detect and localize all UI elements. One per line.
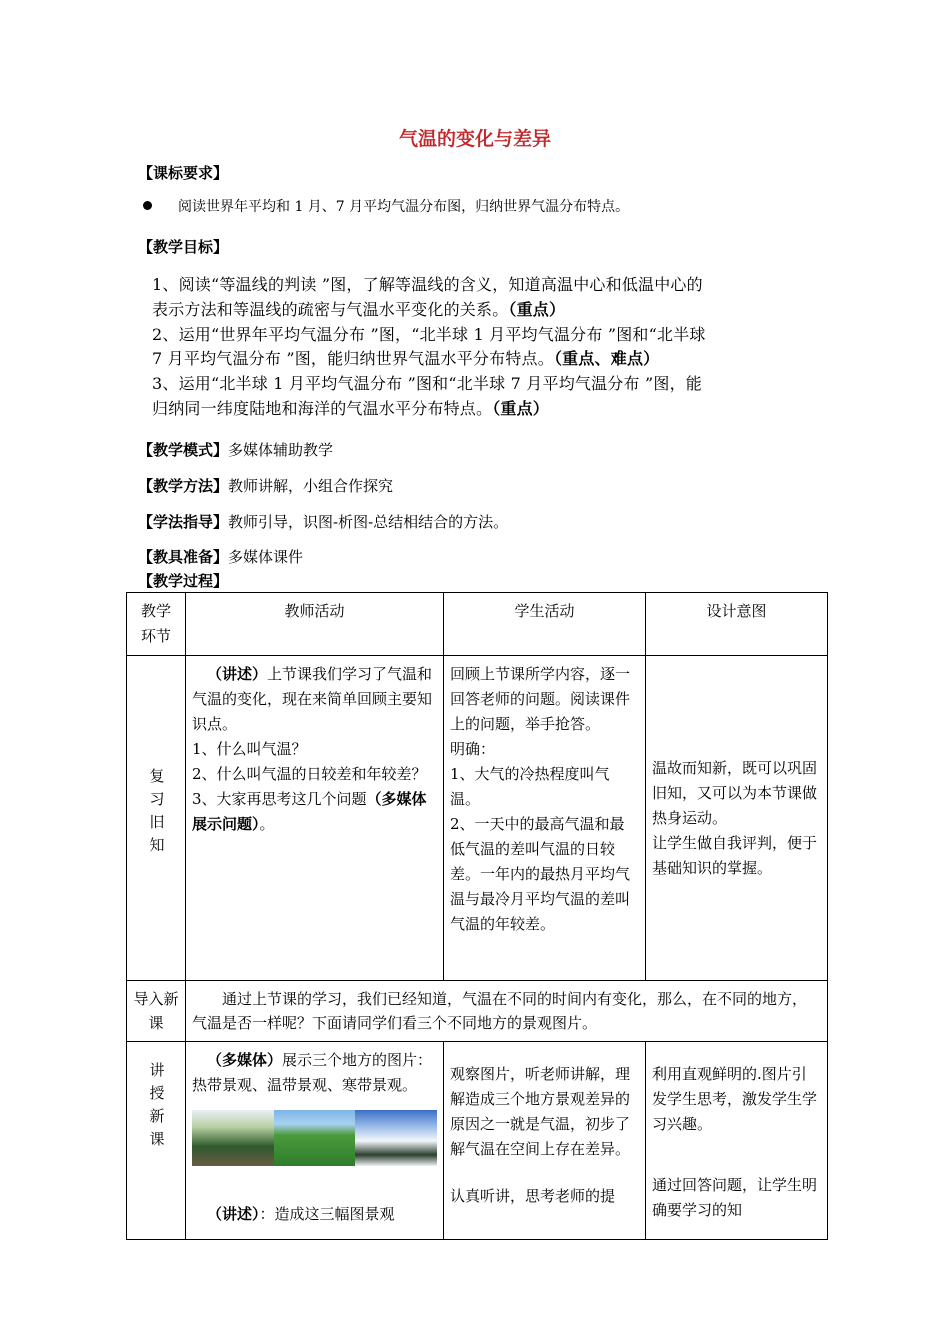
teacher-cell: （讲述）上节课我们学习了气温和气温的变化，现在来简单回顾主要知识点。 1、什么叫气温？ 2、什么叫气温的日较差和年较差？ 3、大家再思考这几个问题（多媒体展示问题）。 bbox=[186, 656, 444, 981]
temperate-landscape-image bbox=[274, 1110, 356, 1166]
objective-line: 2、运用“世界年平均气温分布 ”图，“北半球 1 月平均气温分布 ”图和“北半球 bbox=[152, 325, 706, 344]
stage-cell: 导入新课 bbox=[127, 981, 186, 1042]
objective-line: 归纳同一纬度陆地和海洋的气温水平分布特点。（重点） bbox=[152, 399, 550, 418]
jiaoju-value: 多媒体课件 bbox=[228, 548, 304, 566]
fangfa-value: 教师讲解，小组合作探究 bbox=[228, 477, 394, 495]
tropical-landscape-image bbox=[192, 1110, 274, 1166]
landscape-photos bbox=[192, 1110, 437, 1166]
table-row bbox=[127, 656, 828, 981]
stage-cell: 复习旧知 bbox=[127, 656, 186, 981]
table-row bbox=[127, 1042, 828, 1240]
frigid-landscape-image bbox=[355, 1110, 437, 1166]
header-stage: 教学环节 bbox=[127, 593, 186, 656]
bullet-icon bbox=[143, 201, 152, 210]
header-teacher: 教师活动 bbox=[186, 593, 444, 656]
guocheng-heading: 【教学过程】 bbox=[138, 572, 229, 590]
jiaoju-label: 【教具准备】 bbox=[138, 548, 229, 566]
intent-cell: 利用直观鲜明的.图片引发学生思考，激发学生学习兴趣。 通过回答问题，让学生明确要学习的知 bbox=[646, 1042, 828, 1240]
kebiao-item: 阅读世界年平均和 1 月、7 月平均气温分布图，归纳世界气温分布特点。 bbox=[178, 199, 630, 215]
objective-line: 3、运用“北半球 1 月平均气温分布 ”图和“北半球 7 月平均气温分布 ”图，能 bbox=[152, 374, 702, 393]
objective-line: 1、阅读“等温线的判读 ”图，了解等温线的含义，知道高温中心和低温中心的 bbox=[152, 275, 703, 294]
objective-line: 表示方法和等温线的疏密与气温水平变化的关系。（重点） bbox=[152, 300, 566, 319]
stage-cell: 讲授新课 bbox=[127, 1042, 186, 1240]
intro-content-cell: 通过上节课的学习，我们已经知道，气温在不同的时间内有变化，那么，在不同的地方，气温是否一样呢？下面请同学们看三个不同地方的景观图片。 bbox=[186, 981, 828, 1042]
moshi-value: 多媒体辅助教学 bbox=[228, 441, 334, 459]
moshi-label: 【教学模式】 bbox=[138, 441, 229, 459]
objective-line: 7 月平均气温分布 ”图，能归纳世界气温水平分布特点。（重点、难点） bbox=[152, 349, 660, 368]
intent-cell: 温故而知新，既可以巩固旧知，又可以为本节课做热身运动。 让学生做自我评判，便于基础知识的掌握。 bbox=[646, 656, 828, 981]
student-cell: 观察图片，听老师讲解，理解造成三个地方景观差异的原因之一就是气温，初步了解气温在空间上存在差异。 认真听讲，思考老师的提 bbox=[444, 1042, 646, 1240]
table-header-row bbox=[127, 593, 828, 656]
kebiao-heading: 【课标要求】 bbox=[138, 164, 229, 182]
jiaoju-line bbox=[138, 546, 303, 567]
table-row bbox=[127, 981, 828, 1042]
teacher-cell: （多媒体）展示三个地方的图片：热带景观、温带景观、寒带景观。 （讲述）：造成这三幅图景观 bbox=[186, 1042, 444, 1240]
header-intent: 设计意图 bbox=[646, 593, 828, 656]
mubiao-heading: 【教学目标】 bbox=[138, 238, 229, 256]
header-student: 学生活动 bbox=[444, 593, 646, 656]
xuefa-label: 【学法指导】 bbox=[138, 513, 229, 531]
process-table bbox=[126, 592, 828, 1240]
page-title: 气温的变化与差异 bbox=[398, 128, 551, 150]
moshi-line bbox=[138, 439, 333, 460]
xuefa-value: 教师引导，识图-析图-总结相结合的方法。 bbox=[228, 513, 509, 531]
fangfa-label: 【教学方法】 bbox=[138, 477, 229, 495]
fangfa-line bbox=[138, 475, 393, 496]
student-cell: 回顾上节课所学内容，逐一回答老师的问题。阅读课件上的问题，举手抢答。 明确： 1、大气的冷热程度叫气温。 2、一天中的最高气温和最低气温的差叫气温的日较差。一年内的最热月平均气温与最冷月平均气温的差叫气温的年较差。 bbox=[444, 656, 646, 981]
xuefa-line bbox=[138, 511, 508, 532]
